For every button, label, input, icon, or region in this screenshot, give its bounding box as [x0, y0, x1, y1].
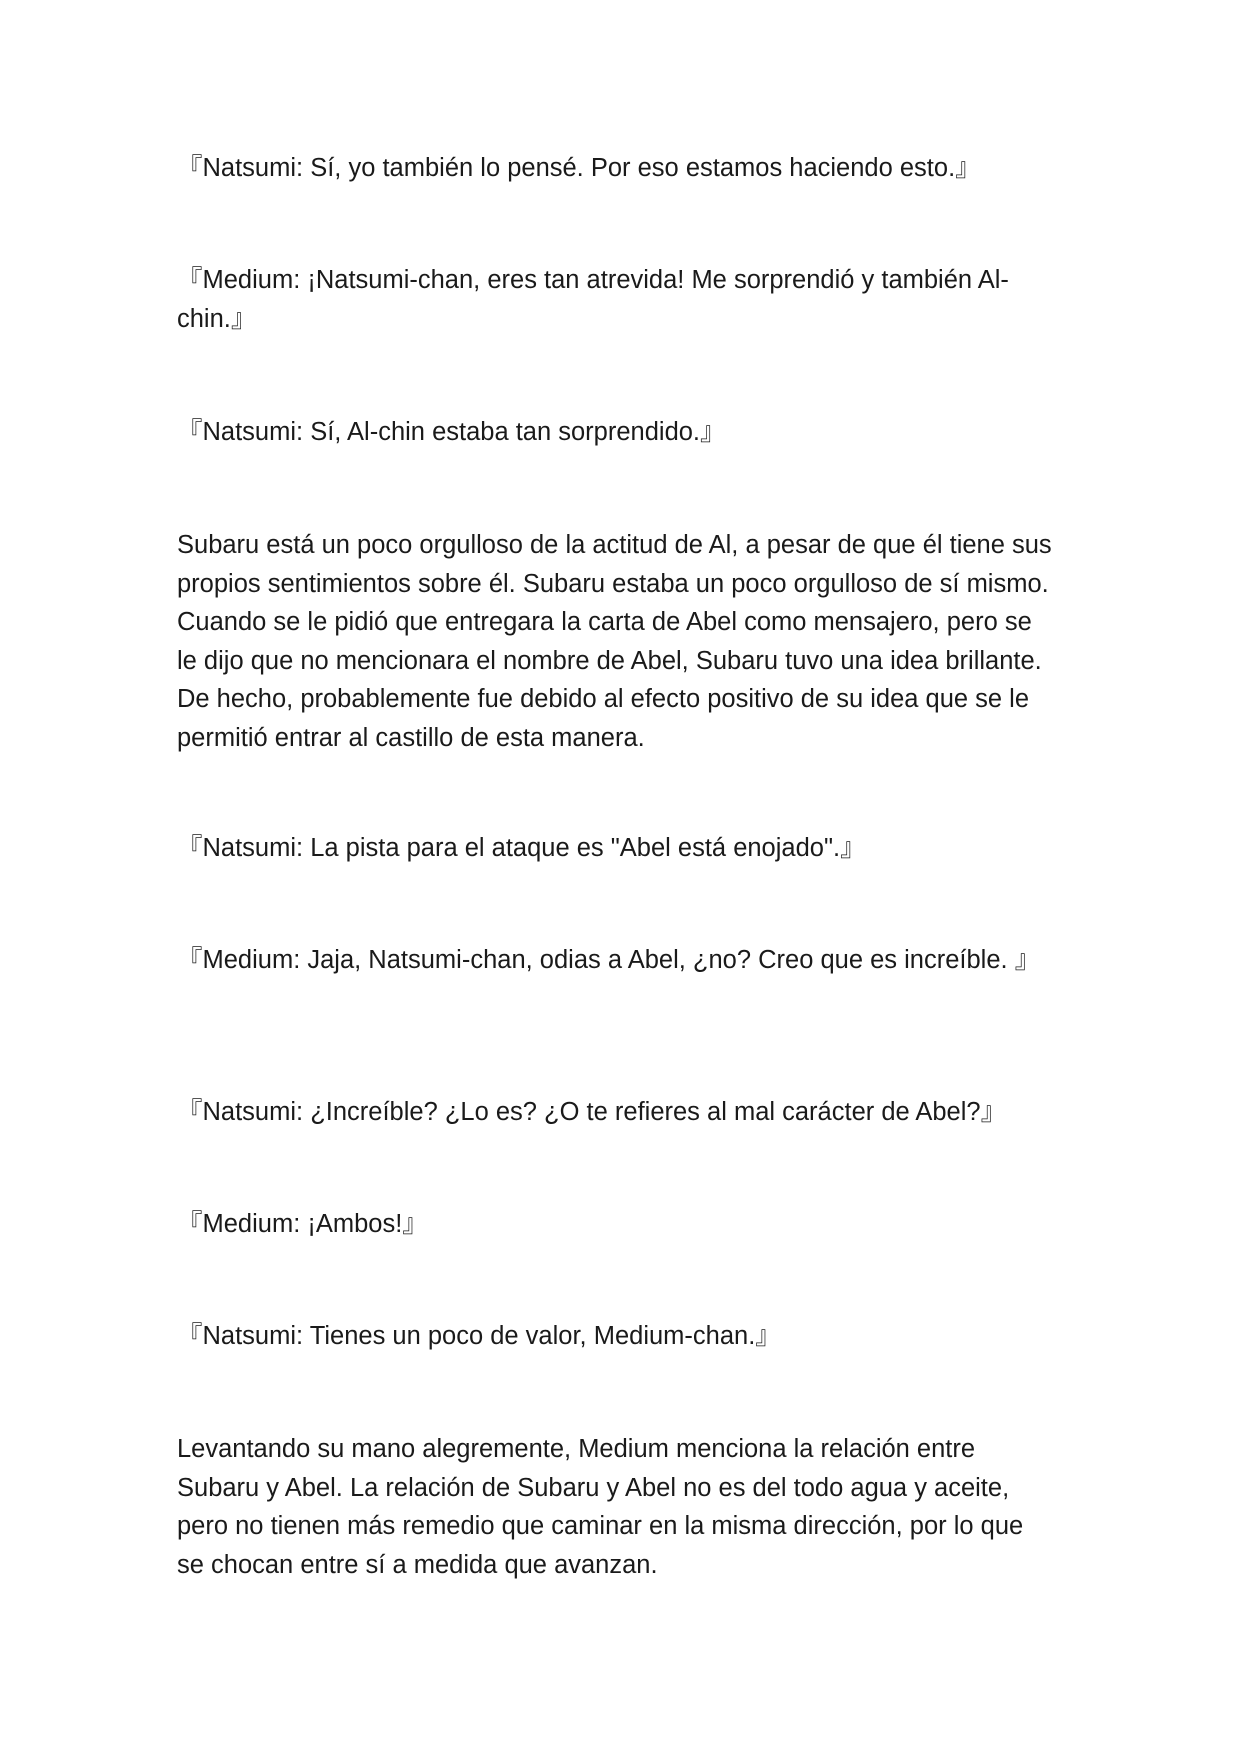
dialogue-line-natsumi-2: 『Natsumi: Sí, Al-chin estaba tan sorprendido.』 [177, 418, 726, 446]
narration-paragraph-1: Subaru está un poco orgulloso de la actitud de Al, a pesar de que él tiene sus propios sentimientos sobre él. Subaru estaba un poco orgulloso de sí mismo. Cuando se le pidió que entregara la carta de Abel como mensajero, pero se le dijo que no mencionara el nombre de Abel, Subaru tuvo una idea brillante. De hecho, probablemente fue debido al efecto positivo de su idea que se le permitió entrar al castillo de esta manera. [177, 531, 1052, 752]
dialogue-line-natsumi-5: 『Natsumi: Tienes un poco de valor, Medium-chan.』 [177, 1322, 781, 1350]
dialogue-line-natsumi-1: 『Natsumi: Sí, yo también lo pensé. Por eso estamos haciendo esto.』 [177, 154, 981, 182]
narration-paragraph-2: Levantando su mano alegremente, Medium menciona la relación entre Subaru y Abel. La relación de Subaru y Abel no es del todo agua y aceite, pero no tienen más remedio que caminar en la misma dirección, por lo que se chocan entre sí a medida que avanzan. [177, 1435, 1024, 1579]
dialogue-line-medium-1: 『Medium: ¡Natsumi-chan, eres tan atrevida! Me sorprendió y también Al-chin.』 [177, 266, 1009, 333]
dialogue-line-natsumi-3: 『Natsumi: La pista para el ataque es "Abel está enojado".』 [177, 834, 866, 862]
dialogue-line-medium-2: 『Medium: Jaja, Natsumi-chan, odias a Abel, ¿no? Creo que es increíble. 』 [177, 946, 1041, 974]
dialogue-line-medium-3: 『Medium: ¡Ambos!』 [177, 1210, 428, 1238]
dialogue-line-natsumi-4: 『Natsumi: ¿Increíble? ¿Lo es? ¿O te refieres al mal carácter de Abel?』 [177, 1098, 1007, 1126]
